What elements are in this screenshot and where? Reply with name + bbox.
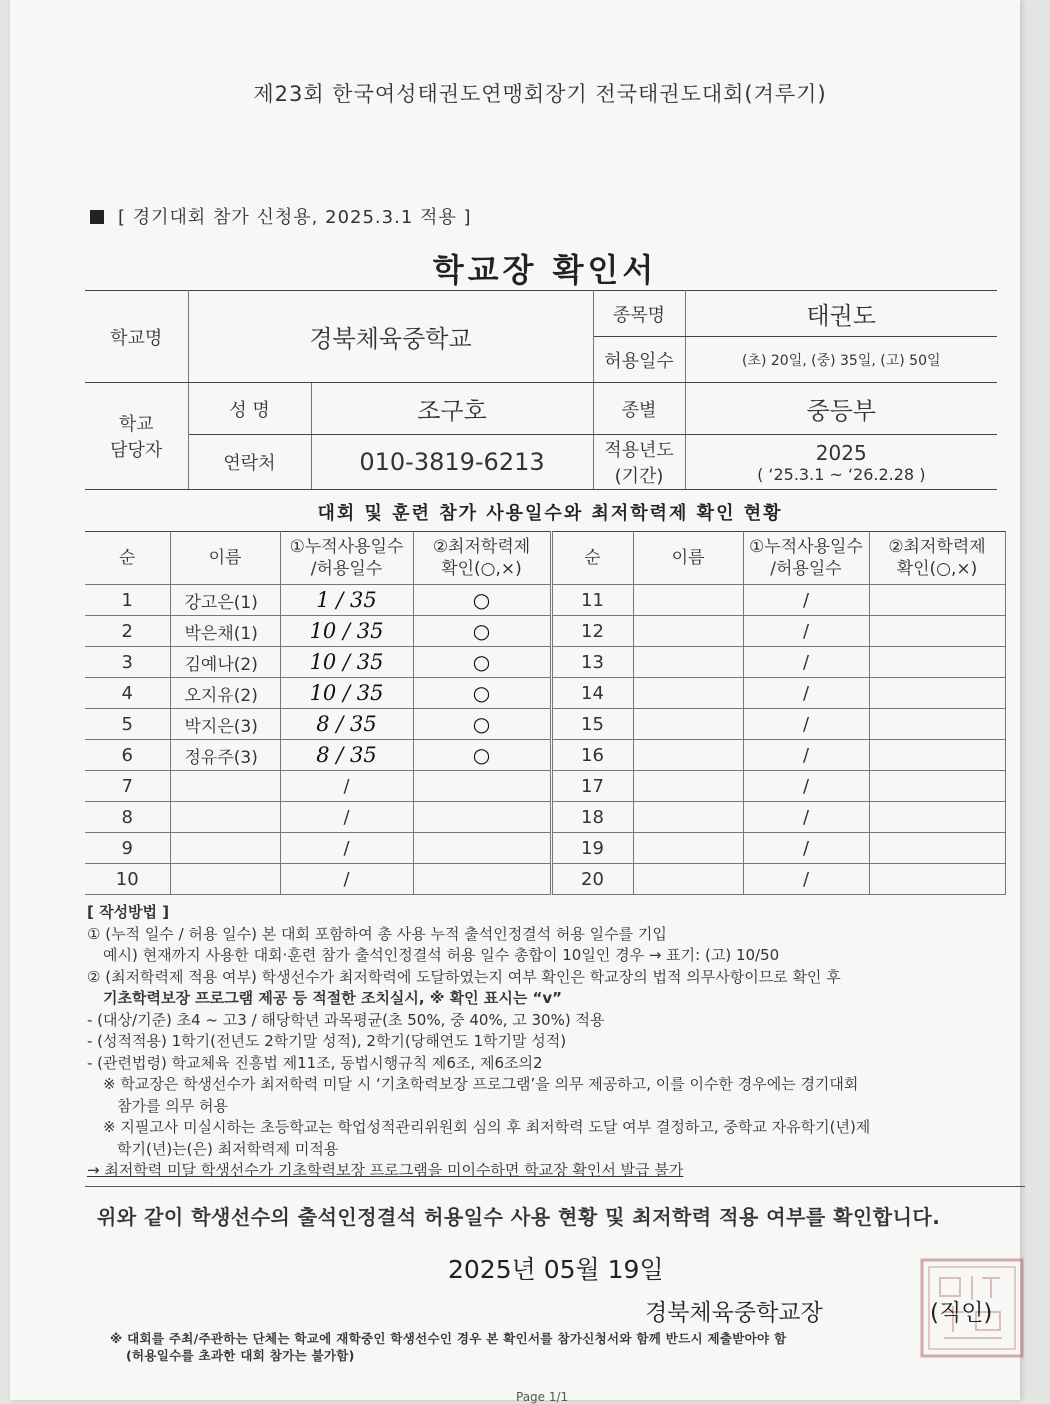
document-title: 학교장 확인서	[432, 251, 658, 289]
instruction-line: ※ 지필고사 미실시하는 초등학교는 학업성적관리위원회 심의 후 최저학력 도달 여부 결정하고, 중학교 자유학기(년)제	[103, 1118, 871, 1136]
instruction-line: ※ 학교장은 학생선수가 최저학력 미달 시 ‘기초학력보장 프로그램’을 의무 제공하고, 이를 이수한 경우에는 경기대회	[103, 1075, 859, 1093]
contact-label: 연락처	[188, 435, 311, 490]
header-min-right-line1: ②최저학력제	[888, 537, 986, 557]
divider	[85, 1186, 1025, 1187]
row-number: 14	[551, 678, 633, 709]
row-number: 2	[85, 616, 170, 647]
days-used: 10 / 35	[280, 616, 413, 647]
row-number: 13	[551, 647, 633, 678]
participation-table	[85, 531, 1006, 895]
school-label: 학교명	[85, 291, 188, 383]
row-number: 8	[85, 802, 170, 833]
days-used: /	[280, 833, 413, 864]
min-academic-check	[413, 802, 551, 833]
row-number: 7	[85, 771, 170, 802]
athlete-name	[633, 647, 743, 678]
athlete-name: 박지은(3)	[170, 709, 280, 740]
min-academic-check: ○	[413, 585, 551, 616]
instruction-line: 예시) 현재까지 사용한 대회·훈련 참가 출석인정결석 허용 일수 총합이 10일인 경우 → 표기: (고) 10/50	[103, 946, 780, 964]
square-bullet-icon	[90, 210, 104, 224]
days-used: /	[743, 678, 869, 709]
header-min-right-line2: 확인(○,×)	[896, 559, 978, 579]
header-name-right: 이름	[633, 532, 743, 585]
issue-date: 2025년 05월 19일	[448, 1255, 664, 1284]
days-used: /	[743, 585, 869, 616]
row-number: 3	[85, 647, 170, 678]
table-row	[85, 771, 1005, 802]
days-used: 10 / 35	[280, 647, 413, 678]
name-value: 조구호	[311, 383, 593, 435]
sport-value: 태권도	[685, 291, 997, 337]
manager-label-line1: 학교	[118, 414, 154, 435]
row-number: 20	[551, 864, 633, 895]
instruction-line: - (성적적용) 1학기(전년도 2학기말 성적), 2학기(당해연도 1학기말 성적)	[87, 1032, 567, 1050]
row-number: 4	[85, 678, 170, 709]
year-value: 2025	[815, 440, 867, 465]
year-value-cell	[685, 435, 997, 490]
name-label: 성 명	[188, 383, 311, 435]
days-used: /	[743, 771, 869, 802]
athlete-name: 박은채(1)	[170, 616, 280, 647]
table-row	[85, 647, 1005, 678]
min-academic-check	[869, 709, 1005, 740]
header-days-line2: /허용일수	[310, 559, 383, 579]
athlete-name: 김예나(2)	[170, 647, 280, 678]
row-number: 16	[551, 740, 633, 771]
min-academic-check: ○	[413, 709, 551, 740]
header-days-right-line2: /허용일수	[770, 559, 842, 579]
days-used: /	[280, 802, 413, 833]
signer-title: 경북체육중학교장	[645, 1300, 823, 1326]
days-used: /	[743, 709, 869, 740]
event-title: 제23회 한국여성태권도연맹회장기 전국태권도대회(겨루기)	[253, 82, 827, 106]
days-used: /	[743, 864, 869, 895]
min-academic-check: ○	[413, 616, 551, 647]
row-number: 17	[551, 771, 633, 802]
instruction-line: ① (누적 일수 / 허용 일수) 본 대회 포함하여 총 사용 누적 출석인정결석 허용 일수를 기입	[87, 924, 667, 943]
period-value: ( ‘25.3.1 ~ ‘26.2.28 )	[757, 464, 926, 484]
days-used: /	[743, 740, 869, 771]
min-academic-check	[869, 833, 1005, 864]
days-used: 8 / 35	[280, 709, 413, 740]
athlete-name	[633, 833, 743, 864]
min-academic-check	[869, 740, 1005, 771]
table-header-row	[85, 532, 1005, 585]
row-number: 19	[551, 833, 633, 864]
instruction-line: - (대상/기준) 초4 ~ 고3 / 해당학년 과목평균(초 50%, 중 40%, 고 30%) 적용	[87, 1010, 605, 1029]
athlete-name	[633, 585, 743, 616]
form-tag-text: [ 경기대회 참가 신청용, 2025.3.1 적용 ]	[118, 207, 472, 228]
year-label-line2: (기간)	[614, 466, 664, 487]
athlete-name	[170, 833, 280, 864]
contact-value: 010-3819-6213	[311, 435, 593, 490]
category-label: 종별	[593, 383, 685, 435]
category-value: 중등부	[685, 383, 997, 435]
min-academic-check	[869, 802, 1005, 833]
athlete-name	[633, 740, 743, 771]
year-label-line1: 적용년도	[604, 440, 674, 461]
athlete-name	[633, 678, 743, 709]
table-row	[85, 709, 1005, 740]
allowed-days-label: 허용일수	[593, 337, 685, 383]
days-used: /	[743, 647, 869, 678]
footnote-line2: (허용일수를 초과한 대회 참가는 불가함)	[126, 1348, 355, 1363]
min-academic-check	[869, 678, 1005, 709]
table-subtitle: 대회 및 훈련 참가 사용일수와 최저학력제 확인 현황	[317, 503, 783, 524]
table-row	[85, 802, 1005, 833]
table-row	[85, 864, 1005, 895]
min-academic-check	[869, 647, 1005, 678]
header-no-right: 순	[551, 532, 633, 585]
athlete-name	[633, 864, 743, 895]
header-days	[280, 532, 413, 585]
header-min-line2: 확인(○,×)	[441, 559, 522, 579]
row-number: 11	[551, 585, 633, 616]
days-used: 1 / 35	[280, 585, 413, 616]
row-number: 18	[551, 802, 633, 833]
athlete-name	[633, 709, 743, 740]
instructions	[87, 902, 1017, 1182]
header-days-line1: ①누적사용일수	[289, 537, 404, 557]
athlete-name	[170, 802, 280, 833]
instruction-line: - (관련법령) 학교체육 진흥법 제11조, 동법시행규칙 제6조, 제6조의2	[87, 1053, 543, 1072]
days-used: /	[280, 864, 413, 895]
instruction-line: ② (최저학력제 적용 여부) 학생선수가 최저학력에 도달하였는지 여부 확인은 학교장의 법적 의무사항이므로 확인 후	[87, 967, 841, 986]
athlete-name	[170, 771, 280, 802]
form-tag	[90, 203, 472, 229]
min-academic-check: ○	[413, 678, 551, 709]
days-used: 10 / 35	[280, 678, 413, 709]
table-row	[85, 740, 1005, 771]
row-number: 12	[551, 616, 633, 647]
school-info-table	[85, 290, 997, 490]
header-min-line1: ②최저학력제	[432, 537, 531, 557]
athlete-name: 정유주(3)	[170, 740, 280, 771]
row-number: 1	[85, 585, 170, 616]
min-academic-check	[869, 616, 1005, 647]
confirmation-statement: 위와 같이 학생선수의 출석인정결석 허용일수 사용 현황 및 최저학력 적용 여부를 확인합니다.	[97, 1205, 941, 1229]
row-number: 5	[85, 709, 170, 740]
sport-label: 종목명	[593, 291, 685, 337]
min-academic-check	[413, 833, 551, 864]
row-number: 10	[85, 864, 170, 895]
table-row	[85, 585, 1005, 616]
manager-label	[85, 383, 188, 490]
days-used: /	[743, 802, 869, 833]
athlete-name	[633, 771, 743, 802]
athlete-name: 강고은(1)	[170, 585, 280, 616]
table-row	[85, 833, 1005, 864]
year-label	[593, 435, 685, 490]
school-value: 경북체육중학교	[188, 291, 593, 383]
table-row	[85, 616, 1005, 647]
athlete-name: 오지유(2)	[170, 678, 280, 709]
row-number: 9	[85, 833, 170, 864]
days-used: 8 / 35	[280, 740, 413, 771]
page-number: Page 1/1	[516, 1390, 569, 1404]
seal-label: (직인)	[930, 1300, 993, 1326]
header-min	[413, 532, 551, 585]
instruction-line: 기초학력보장 프로그램 제공 등 적절한 조치실시, ※ 확인 표시는 “v”	[103, 989, 563, 1007]
instruction-line: 참가를 의무 허용	[117, 1096, 228, 1115]
instructions-heading: [ 작성방법 ]	[87, 903, 170, 921]
min-academic-check	[869, 864, 1005, 895]
days-used: /	[743, 833, 869, 864]
header-name: 이름	[170, 532, 280, 585]
header-min-right	[869, 532, 1005, 585]
manager-label-line2: 담당자	[110, 440, 163, 461]
instruction-line: 학기(년)는(은) 최저학력제 미적용	[117, 1139, 339, 1158]
table-row	[85, 678, 1005, 709]
days-used: /	[280, 771, 413, 802]
instruction-line: → 최저학력 미달 학생선수가 기초학력보장 프로그램을 미이수하면 학교장 확인서 발급 불가	[87, 1161, 684, 1179]
athlete-name	[633, 616, 743, 647]
footnote	[110, 1330, 1010, 1364]
header-days-right	[743, 532, 869, 585]
header-days-right-line1: ①누적사용일수	[749, 537, 863, 557]
min-academic-check	[869, 585, 1005, 616]
min-academic-check	[869, 771, 1005, 802]
min-academic-check: ○	[413, 647, 551, 678]
min-academic-check	[413, 771, 551, 802]
header-no: 순	[85, 532, 170, 585]
row-number: 15	[551, 709, 633, 740]
athlete-name	[633, 802, 743, 833]
footnote-line1: ※ 대회를 주최/주관하는 단체는 학교에 재학중인 학생선수인 경우 본 확인서를 참가신청서와 함께 반드시 제출받아야 함	[110, 1331, 787, 1346]
min-academic-check: ○	[413, 740, 551, 771]
row-number: 6	[85, 740, 170, 771]
min-academic-check	[413, 864, 551, 895]
athlete-name	[170, 864, 280, 895]
days-used: /	[743, 616, 869, 647]
allowed-days-value: (초) 20일, (중) 35일, (고) 50일	[685, 337, 997, 383]
